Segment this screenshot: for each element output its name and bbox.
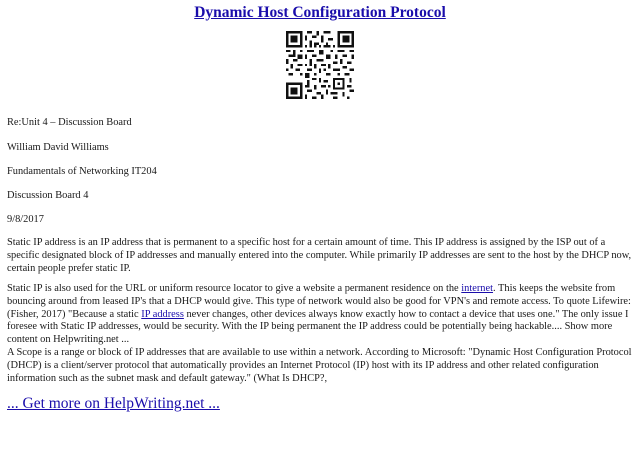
paragraph-static-ip-uses	[7, 283, 637, 347]
paragraph-static-ip: Static IP address is an IP address that is permanent to a specific host for a certain amount of time. This IP address is assigned by the ISP out of a specific designated block of IP addresses and manually entered into the computer. While primarily IP addresses are sent to the host by the DHCP now, certain people prefer static IP.	[7, 237, 632, 274]
page-title-link[interactable]: Dynamic Host Configuration Protocol	[194, 4, 446, 21]
paragraph-text: Static IP is also used for the URL or uniform resource locator to give a website a permanent residence on the	[7, 283, 462, 294]
internet-link[interactable]: internet	[461, 283, 494, 294]
ip-address-link[interactable]: IP address	[141, 308, 184, 320]
paragraph-scope: A Scope is a range or block of IP addresses that are available to use within a network. According to Microsoft: "Dynamic Host Configuration Protocol (DHCP) is a client/server protocol that automatically provides an Internet Protocol (IP) host with its IP address and other related configuration information such as the subnet mask and default gateway." (What Is DHCP?,	[7, 347, 632, 384]
board-name: Discussion Board 4	[7, 190, 89, 201]
get-more-link[interactable]: ... Get more on HelpWriting.net ...	[7, 395, 220, 412]
paragraph-text: never changes, other devices always know exactly how to contact a device that uses one." The only issue I foresee with Static IP addresses, would be security. With the IP being permanent the IP address could be potentially being hackable.... Show more content on Helpwriting.net ...	[7, 308, 629, 346]
post-date: 9/8/2017	[7, 214, 44, 225]
qr-code	[286, 31, 354, 99]
discussion-heading: Re:Unit 4 – Discussion Board	[7, 117, 132, 128]
author-name: William David Williams	[7, 142, 109, 153]
course-name: Fundamentals of Networking IT204	[7, 166, 157, 177]
paragraph-text: . This keeps the website from bouncing around from leased IP's that a DHCP would give. This type of network would also be good for VPN's and remote access. To quote Lifewire: (Fisher, 2017) "Because a static	[7, 283, 631, 320]
